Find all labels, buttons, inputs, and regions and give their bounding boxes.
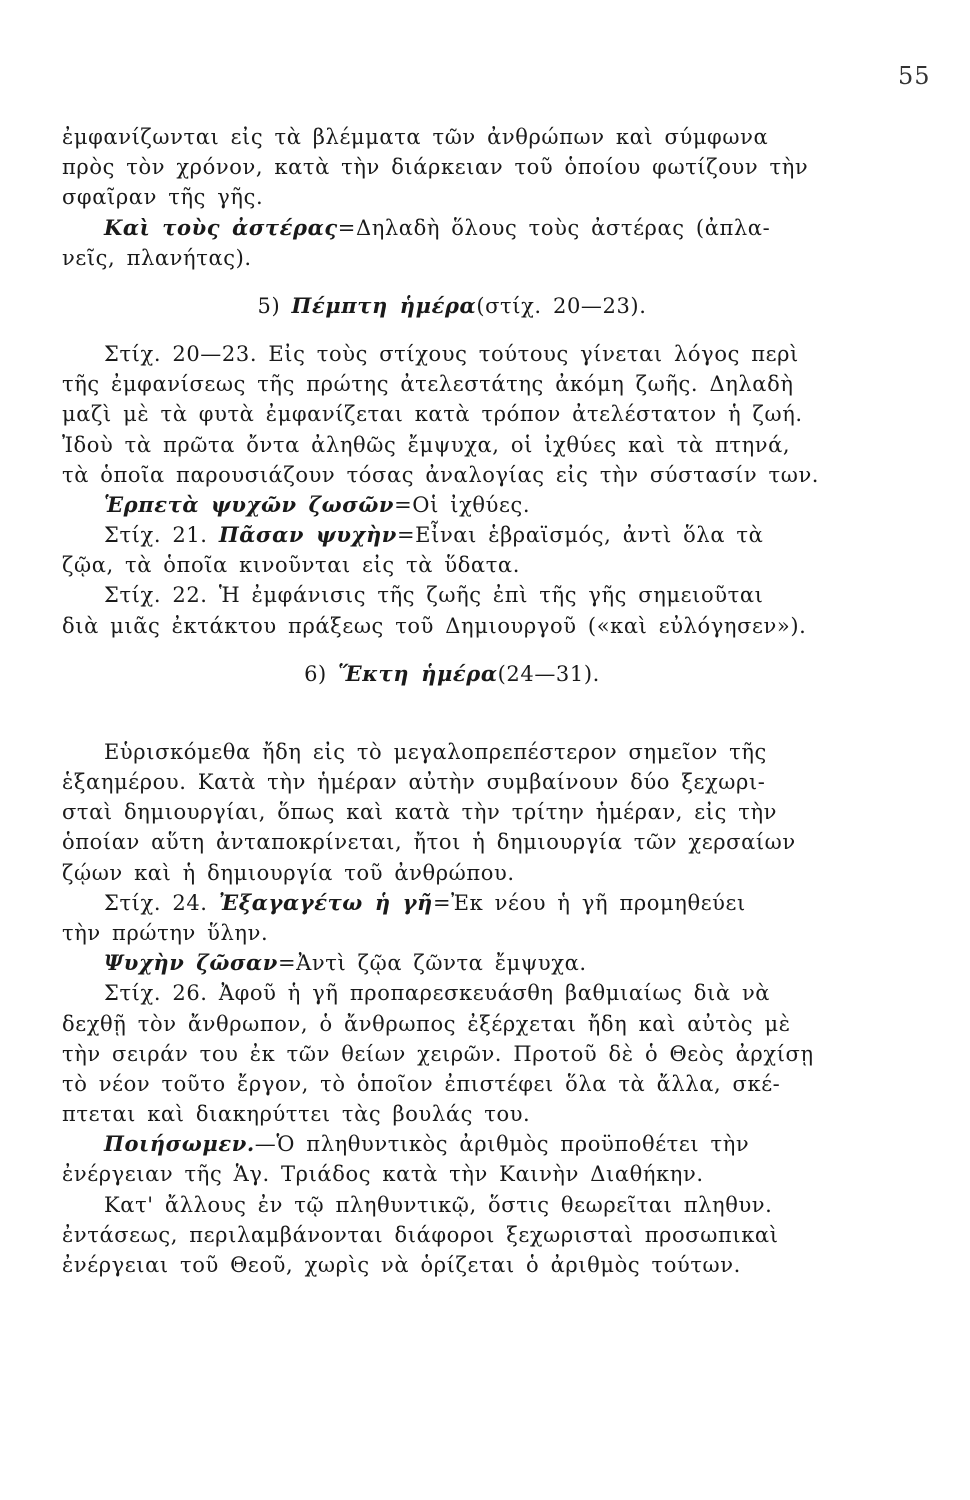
text-line — [62, 1129, 842, 1159]
line-text: τὸ νέον τοῦτο ἔργον, τὸ ὁποῖον ἐπιστέφει ὅλα τὰ ἄλλα, σκέ- — [62, 1071, 781, 1096]
emphasized-term: Ἐξαγαγέτω ἡ γῆ — [218, 889, 433, 915]
line-text: (στίχ. 20—23). — [476, 293, 647, 318]
text-line — [62, 1220, 842, 1250]
line-text: πρὸς τὸν χρόνον, κατὰ τὴν διάρκειαν τοῦ ὁποίου φωτίζουν τὴν — [62, 155, 809, 180]
text-line — [62, 460, 842, 490]
text-line — [62, 858, 842, 888]
line-text: =Εἶναι ἑβραϊσμός, ἀντὶ ὅλα τὰ — [396, 523, 764, 548]
text-line — [62, 1250, 842, 1280]
emphasized-term: Πέμπτη ἡμέρα — [291, 292, 477, 318]
line-text: ζῴων καὶ ἡ δημιουργία τοῦ ἀνθρώπου. — [62, 860, 515, 885]
text-line — [62, 1009, 842, 1039]
line-text: Στίχ. 20—23. Εἰς τοὺς στίχους τούτους γίνεται λόγος περὶ — [104, 341, 799, 366]
line-text: σταὶ δημιουργίαι, ὅπως καὶ κατὰ τὴν τρίτην ἡμέραν, εἰς τὴν — [62, 800, 778, 825]
text-line — [62, 1039, 842, 1069]
line-text: δεχθῇ τὸν ἄνθρωπον, ὁ ἄνθρωπος ἐξέρχεται ἤδη καὶ αὐτὸς μὲ — [62, 1011, 791, 1036]
text-line — [62, 888, 842, 918]
emphasized-term: Καὶ τοὺς ἀστέρας — [104, 214, 338, 240]
line-text: =Ἀντὶ ζῷα ζῶντα ἔμψυχα. — [277, 951, 587, 976]
text-line — [62, 797, 842, 827]
line-text: ἐνέργειαν τῆς Ἁγ. Τριάδος κατὰ τὴν Καινὴν Διαθήκην. — [62, 1162, 704, 1187]
line-prefix: Στίχ. 24. — [104, 890, 208, 915]
text-line — [62, 767, 842, 797]
line-text: πτεται καὶ διακηρύττει τὰς βουλάς του. — [62, 1102, 531, 1127]
text-line — [62, 430, 842, 460]
line-prefix: Στίχ. 21. — [104, 523, 208, 548]
page-number: 55 — [898, 62, 931, 90]
text-line — [62, 243, 842, 273]
text-line — [62, 611, 842, 641]
line-text: τὴν πρώτην ὕλην. — [62, 920, 269, 945]
paragraph-gap — [62, 707, 842, 737]
text-line — [62, 399, 842, 429]
line-text: ζῷα, τὰ ὁποῖα κινοῦνται εἰς τὰ ὕδατα. — [62, 553, 520, 578]
line-text: ἐνέργειαι τοῦ Θεοῦ, χωρὶς νὰ ὁρίζεται ὁ ἀριθμὸς τούτων. — [62, 1253, 741, 1277]
line-text: τῆς ἐμφανίσεως τῆς πρώτης ἀτελεστάτης ἀκόμη ζωῆς. Δηλαδὴ — [62, 372, 794, 397]
line-text: Στίχ. 22. Ἡ ἐμφάνισις τῆς ζωῆς ἐπὶ τῆς γῆς σημειοῦται — [104, 583, 764, 608]
line-text: Εὑρισκόμεθα ἤδη εἰς τὸ μεγαλοπρεπέστερον σημεῖον τῆς — [104, 739, 767, 764]
emphasized-term: Ψυχὴν ζῶσαν — [104, 950, 278, 976]
text-line — [62, 213, 842, 243]
text-line — [62, 1069, 842, 1099]
text-line — [62, 948, 842, 978]
text-line — [62, 1159, 842, 1189]
line-text: =Δηλαδὴ ὅλους τοὺς ἀστέρας (ἀπλα- — [337, 215, 771, 240]
emphasized-term: Πᾶσαν ψυχὴν — [218, 522, 397, 548]
text-line — [62, 737, 842, 767]
emphasized-term: Ἕκτη ἡμέρα — [338, 660, 498, 686]
line-text: τὰ ὁποῖα παρουσιάζουν τόσας ἀναλογίας εἰς τὴν σύστασίν των. — [62, 462, 820, 487]
section-heading — [62, 273, 842, 339]
line-text: —Ὁ πληθυντικὸς ἀριθμὸς προϋποθέτει τὴν — [254, 1132, 750, 1157]
emphasized-term: Ἑρπετὰ ψυχῶν ζωσῶν — [104, 491, 395, 517]
body-text — [62, 122, 842, 1280]
text-line — [62, 520, 842, 550]
text-line — [62, 1099, 842, 1129]
text-line — [62, 550, 842, 580]
text-line — [62, 580, 842, 610]
line-text: διὰ μιᾶς ἐκτάκτου πράξεως τοῦ Δημιουργοῦ («καὶ εὐλόγησεν»). — [62, 613, 807, 638]
line-text: Ἰδοὺ τὰ πρῶτα ὄντα ἀληθῶς ἔμψυχα, οἱ ἰχθύες καὶ τὰ πτηνά, — [62, 432, 791, 457]
text-line — [62, 369, 842, 399]
text-line — [62, 827, 842, 857]
text-line — [62, 182, 842, 212]
line-prefix: 6) — [304, 661, 327, 686]
line-prefix: 5) — [257, 293, 281, 318]
line-text: νεῖς, πλανήτας). — [62, 245, 252, 270]
line-text: ἐντάσεως, περιλαμβάνονται διάφοροι ξεχωρισταὶ προσωπικαὶ — [62, 1222, 779, 1247]
line-text: ἑξαημέρου. Κατὰ τὴν ἡμέραν αὐτὴν συμβαίνουν δύο ξεχωρι- — [62, 770, 766, 794]
line-text: τὴν σειράν του ἐκ τῶν θείων χειρῶν. Προτοῦ δὲ ὁ Θεὸς ἀρχίσῃ — [62, 1041, 814, 1066]
line-text: μαζὶ μὲ τὰ φυτὰ ἐμφανίζεται κατὰ τρόπον ἀτελέστατον ἡ ζωή. — [62, 402, 803, 427]
line-text: (24—31). — [497, 661, 600, 686]
text-line — [62, 339, 842, 369]
line-text: Κατ' ἄλλους ἐν τῷ πληθυντικῷ, ὅστις θεωρεῖται πληθυν. — [104, 1192, 773, 1217]
text-line — [62, 978, 842, 1008]
section-heading — [62, 641, 842, 707]
line-text: =Ἐκ νέου ἡ γῆ προμηθεύει — [432, 890, 746, 915]
text-line — [62, 152, 842, 182]
emphasized-term: Ποιήσωμεν. — [104, 1131, 255, 1157]
text-line — [62, 122, 842, 152]
text-line — [62, 918, 842, 948]
text-line — [62, 1190, 842, 1220]
line-text: σφαῖραν τῆς γῆς. — [62, 185, 264, 210]
line-text: =Οἱ ἰχθύες. — [394, 492, 531, 517]
line-text: ὁποίαν αὕτη ἀνταποκρίνεται, ἤτοι ἡ δημιουργία τῶν χερσαίων — [62, 830, 796, 855]
text-line — [62, 490, 842, 520]
line-text: ἐμφανίζωνται εἰς τὰ βλέμματα τῶν ἀνθρώπων καὶ σύμφωνα — [62, 125, 769, 149]
line-text: Στίχ. 26. Ἀφοῦ ἡ γῆ προπαρεσκευάσθη βαθμιαίως διὰ νὰ — [104, 981, 771, 1006]
